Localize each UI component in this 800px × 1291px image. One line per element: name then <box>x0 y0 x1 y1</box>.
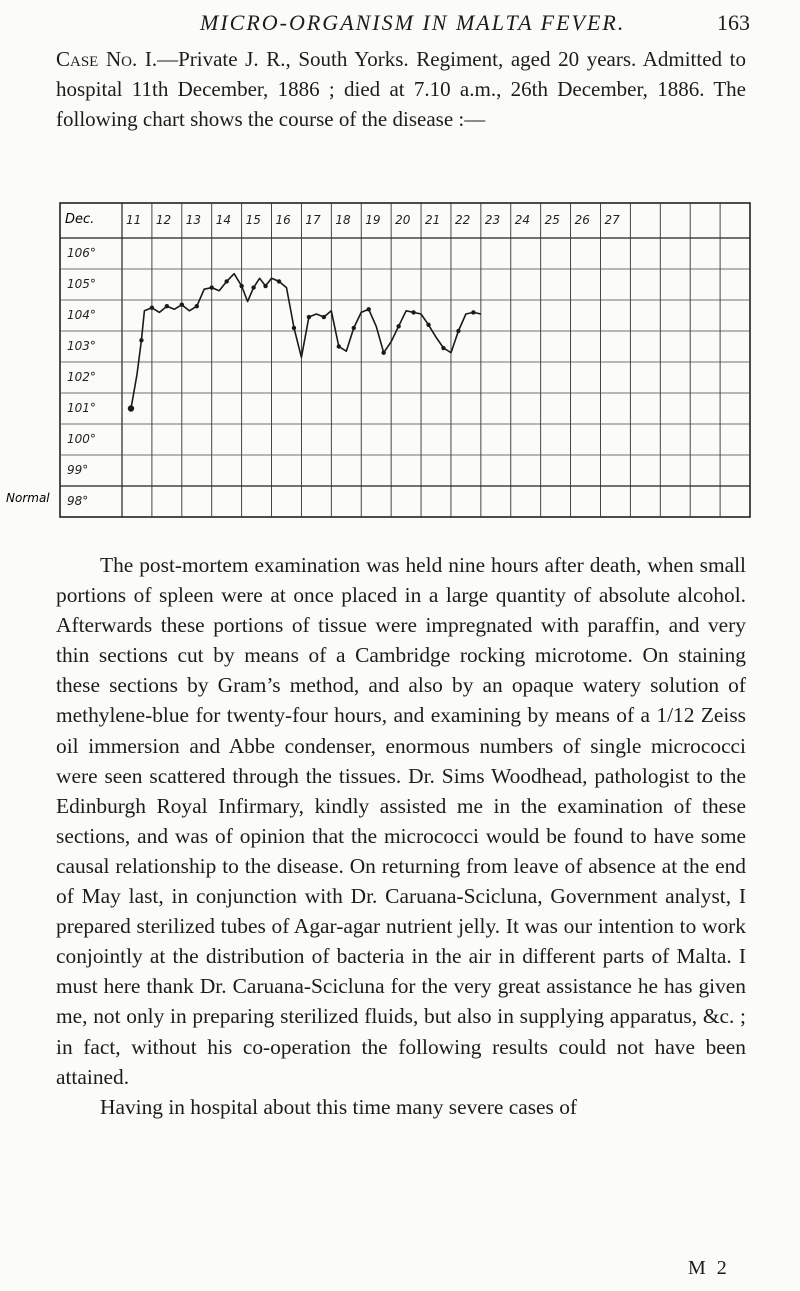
temperature-point <box>396 324 400 328</box>
temperature-tick-label: 99° <box>67 463 89 478</box>
case-label: Case No. I. <box>56 47 158 71</box>
temperature-point <box>352 326 356 330</box>
temperature-tick-label: 106° <box>67 246 96 261</box>
temperature-point <box>441 346 445 350</box>
temperature-point <box>411 310 415 314</box>
day-tick-label: 21 <box>425 213 441 227</box>
day-tick-label: 17 <box>305 213 321 227</box>
temperature-point <box>307 315 311 319</box>
temperature-tick-label: 103° <box>67 339 96 354</box>
temperature-point <box>367 307 371 311</box>
paragraph-post-mortem: The post-mortem examination was held nine hours after death, when small portions of spleen were at once placed in a large quantity of absolute alcohol. Afterwards these portions of tissue were impregnated with paraffin, and very thin sections cut by means of a Cambridge rocking microtome. On staining these sections by Gram’s method, and also by an opaque watery solution of methylene-blue for twenty-four hours, and examining by means of a 1/12 Zeiss oil immersion and Abbe condenser, enormous numbers of single micrococci were seen scattered through the tissues. Dr. Sims Woodhead, pathologist to the Edinburgh Royal Infirmary, kindly assisted me in the examination of these sections, and was of opinion that the micrococci would be found to have some causal relationship to the disease. On returning from leave of absence at the end of May last, in conjunction with Dr. Caruana-Scicluna, Government analyst, I prepared sterilized tubes of Agar-agar nutrient jelly. It was our intention to work conjointly at the distribution of bacteria in the air in different parts of Malta. I must here thank Dr. Caruana-Scicluna for the very great assistance he has given me, not only in preparing sterilized fluids, but also in supplying apparatus, &c. ; in fact, without his co-operation the following results could not have been attained. <box>56 553 746 1089</box>
day-tick-label: 25 <box>544 213 560 227</box>
chart-frame <box>60 203 750 517</box>
day-tick-label: 20 <box>395 213 411 227</box>
temperature-series-line <box>131 274 481 409</box>
day-tick-label: 18 <box>335 213 351 227</box>
chart-labels <box>6 212 620 508</box>
temperature-point <box>239 284 243 288</box>
temperature-line <box>128 274 481 412</box>
temperature-point <box>322 315 326 319</box>
temperature-point <box>165 304 169 308</box>
temperature-point <box>139 338 143 342</box>
signature-mark: M 2 <box>688 1257 730 1279</box>
day-tick-label: 19 <box>365 213 381 227</box>
day-tick-label: 22 <box>454 213 471 227</box>
day-tick-label: 27 <box>604 213 620 227</box>
temperature-point <box>456 329 460 333</box>
day-tick-label: 16 <box>275 213 291 227</box>
temperature-point <box>471 310 475 314</box>
temperature-tick-label: 102° <box>67 370 96 385</box>
temperature-point <box>150 306 154 310</box>
day-tick-label: 14 <box>215 213 231 227</box>
temperature-chart <box>0 0 800 534</box>
day-tick-label: 23 <box>484 213 501 227</box>
temperature-tick-label: 101° <box>67 401 96 416</box>
temperature-tick-label: 104° <box>67 308 96 323</box>
temperature-point <box>381 351 385 355</box>
temperature-chart-svg <box>0 0 800 530</box>
temperature-point <box>224 279 228 283</box>
temperature-tick-label: 98° <box>67 494 89 509</box>
case-intro-text: —Private J. R., South Yorks. Regiment, aged 20 years. Admitted to hospital 11th December, 1886 ; died at 7.10 a.m., 26th December, 1886. The following chart shows the course of the disease :— <box>56 47 746 131</box>
paragraph-having-in-hospital: Having in hospital about this time many severe cases of <box>100 1094 578 1119</box>
day-tick-label: 12 <box>155 213 172 227</box>
temperature-point <box>263 284 267 288</box>
running-title: MICRO-ORGANISM IN MALTA FEVER. <box>200 10 626 35</box>
temperature-point <box>277 279 281 283</box>
temperature-point <box>180 302 184 306</box>
temperature-tick-label: 105° <box>67 277 96 292</box>
page-number: 163 <box>717 10 750 35</box>
temperature-point <box>251 285 255 289</box>
temperature-point <box>210 285 214 289</box>
day-tick-label: 24 <box>514 213 531 227</box>
temperature-tick-label: 100° <box>67 432 96 447</box>
day-tick-label: 15 <box>245 213 261 227</box>
temperature-point <box>292 326 296 330</box>
body-text <box>56 550 746 1122</box>
chart-grid <box>60 203 750 517</box>
temperature-point <box>426 323 430 327</box>
day-tick-label: 26 <box>574 213 590 227</box>
temperature-point <box>128 405 134 411</box>
temperature-point <box>195 304 199 308</box>
chart-side-label: Normal <box>6 491 50 505</box>
chart-corner-label: Dec. <box>65 212 95 227</box>
temperature-point <box>337 344 341 348</box>
day-tick-label: 13 <box>185 213 202 227</box>
day-tick-label: 11 <box>126 213 142 227</box>
